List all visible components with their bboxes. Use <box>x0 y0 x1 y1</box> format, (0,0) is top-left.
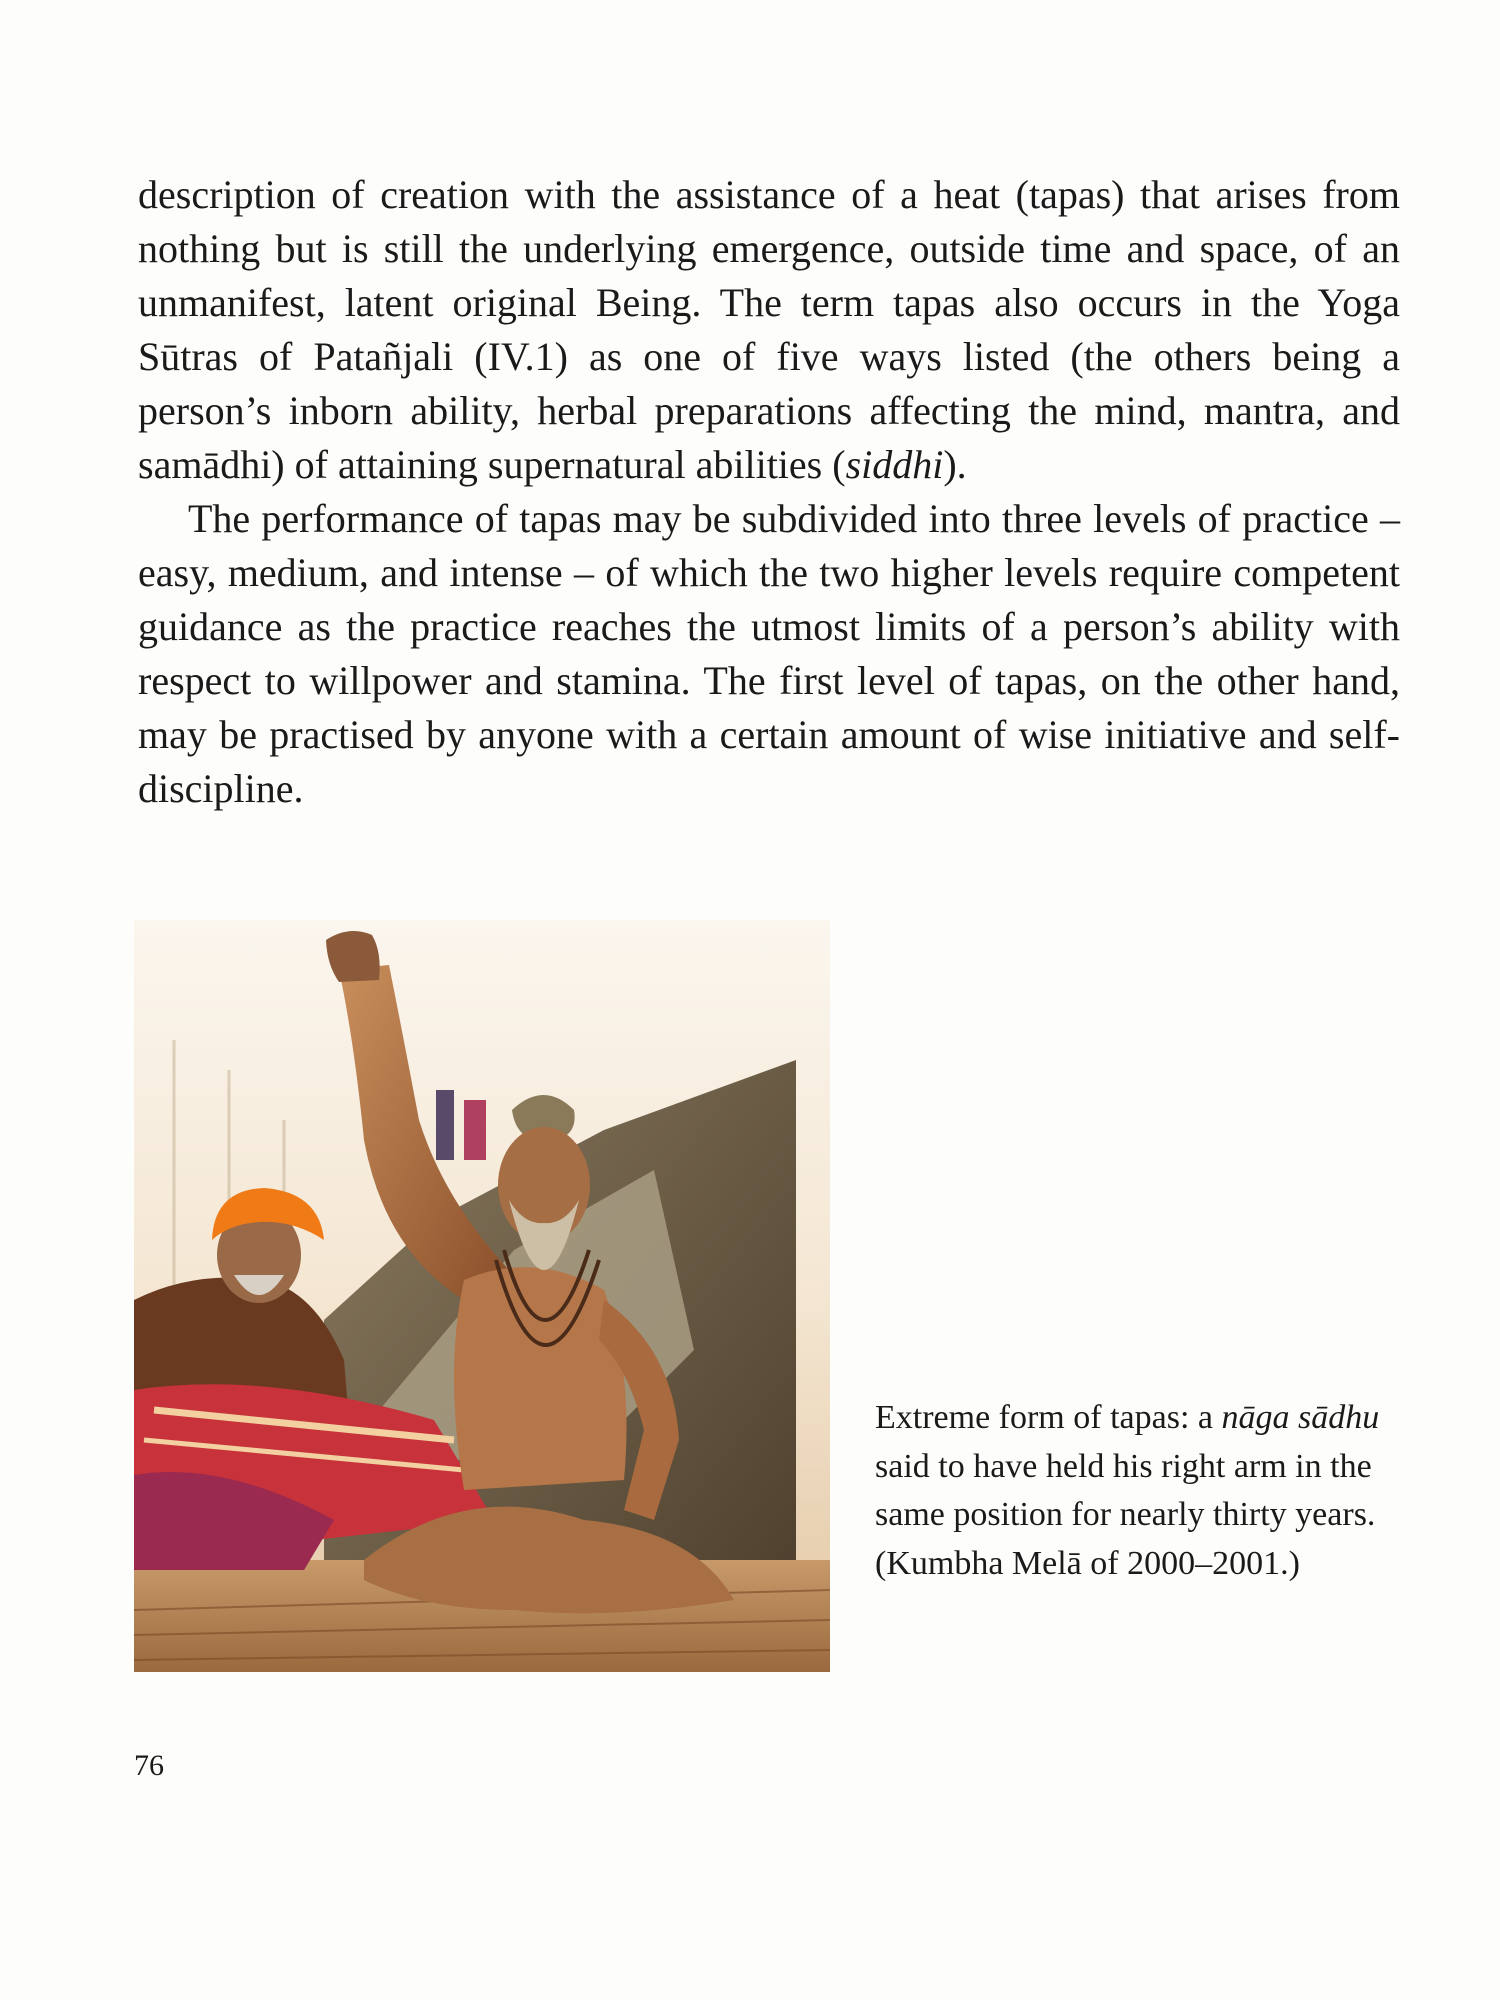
paragraph-text: The performance of tapas may be subdivided into three levels of practice – easy, medium, and intense – of which the two higher levels require competent guidance as the practice reaches the utmost limits of a person’s ability with respect to willpower and stamina. The first level of tapas, on the other hand, may be practised by anyone with a certain amount of wise initiative and self-discipline. <box>138 496 1400 811</box>
caption-italic-term: nāga sādhu <box>1221 1399 1380 1436</box>
body-text <box>138 168 1400 816</box>
paragraph-text: ). <box>943 442 967 487</box>
caption-text: said to have held his right arm in the same position for nearly thirty years. (Kumbha Melā of 2000–2001.) <box>875 1447 1376 1582</box>
paragraph <box>138 168 1400 492</box>
page-number: 76 <box>134 1749 164 1782</box>
paragraph-text: description of creation with the assistance of a heat (tapas) that arises from nothing but is still the underlying emergence, outside time and space, of an unmanifest, latent original Being. The term tapas also occurs in the Yoga Sūtras of Patañjali (IV.1) as one of five ways listed (the others being a person’s inborn ability, herbal preparations affecting the mind, mantra, and samādhi) of attaining supernatural abilities ( <box>138 172 1400 487</box>
sadhu-photograph <box>134 920 830 1672</box>
photo-caption <box>875 1394 1395 1588</box>
italic-term-siddhi: siddhi <box>845 442 944 487</box>
caption-text: Extreme form of tapas: a <box>875 1399 1222 1436</box>
paragraph <box>138 492 1400 816</box>
torso <box>454 1267 627 1490</box>
